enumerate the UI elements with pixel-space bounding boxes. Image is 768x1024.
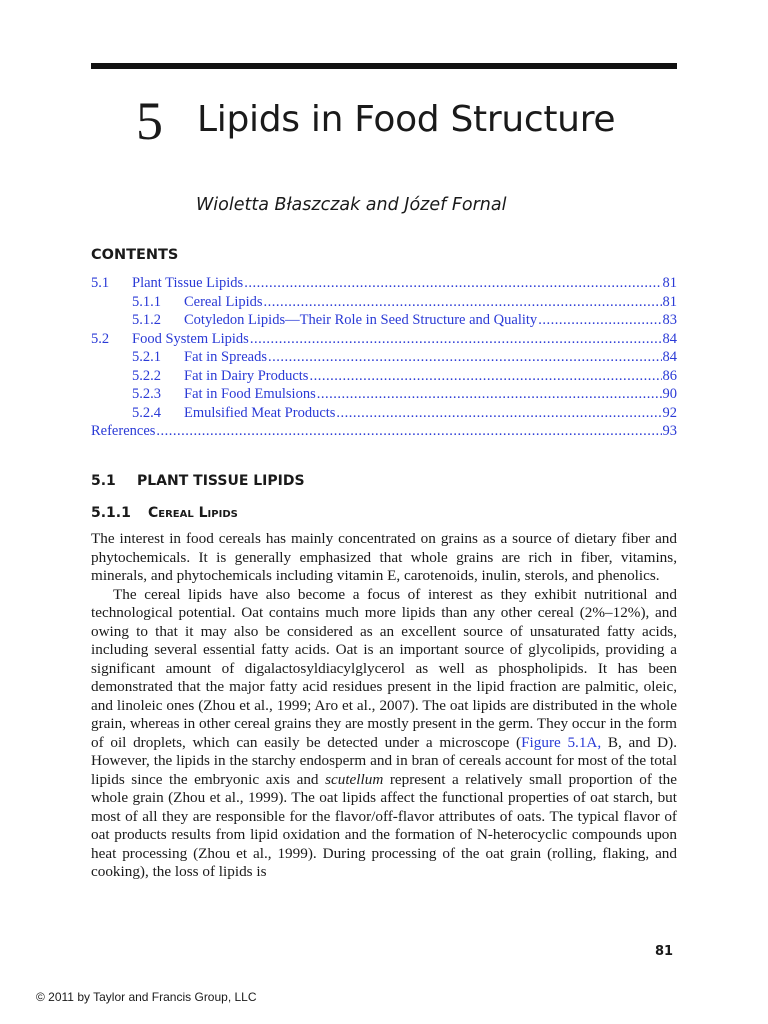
paragraph-2 bbox=[91, 586, 677, 882]
toc-leader-dots bbox=[317, 386, 662, 403]
body-text bbox=[91, 530, 677, 882]
toc-entry-5-2-1[interactable] bbox=[91, 349, 677, 368]
toc-leader-dots bbox=[264, 294, 662, 311]
toc-entry-label: Cereal Lipids bbox=[184, 293, 263, 310]
toc-entry-label: Fat in Spreads bbox=[184, 349, 267, 365]
toc-entry-label: Emulsified Meat Products bbox=[184, 404, 336, 421]
section-heading bbox=[91, 473, 305, 489]
section-title: PLANT TISSUE LIPIDS bbox=[137, 473, 305, 489]
toc-entry-page: 92 bbox=[662, 404, 677, 421]
paragraph-2-part-b: B, and D). However, the lipids in the starchy endosperm and in bran of cereals account for most of the total lipids since the embryonic axis and bbox=[91, 733, 677, 788]
toc-entry-number: 5.2.1 bbox=[132, 349, 161, 365]
paragraph-2-part-c: represent a relatively small proportion of the whole grain (Zhou et al., 1999). The oat lipids affect the functional properties of oat starch, but most of all they are responsible for the flavor/off-flavor attributes of oats. The typical flavor of oat products results from lipid oxidation and the formation of N-heterocyclic compounds upon heat processing (Zhou et al., 1999). During processing of the oat grain (rolling, flaking, and cooking), the loss of lipids is bbox=[91, 770, 678, 880]
scutellum-term: scutellum bbox=[325, 770, 384, 788]
toc-leader-dots bbox=[538, 312, 661, 329]
subsection-number: 5.1.1 bbox=[91, 505, 131, 521]
toc-entry-5-2-2[interactable] bbox=[91, 368, 677, 387]
toc-entry-label: Cotyledon Lipids—Their Role in Seed Structure and Quality bbox=[184, 312, 538, 328]
toc-entry-page: 90 bbox=[662, 386, 677, 402]
table-of-contents bbox=[91, 275, 677, 442]
toc-entry-label: Fat in Dairy Products bbox=[184, 367, 309, 384]
toc-leader-dots bbox=[156, 423, 661, 440]
toc-entry-label: Plant Tissue Lipids bbox=[132, 275, 244, 291]
section-number: 5.1 bbox=[91, 473, 116, 489]
toc-entry-number: 5.1.2 bbox=[132, 312, 161, 328]
chapter-authors: Wioletta Błaszczak and Józef Fornal bbox=[196, 195, 507, 215]
toc-entry-number: 5.2.3 bbox=[132, 386, 161, 402]
subsection-heading bbox=[91, 505, 238, 521]
toc-entry-page: 93 bbox=[662, 423, 677, 439]
toc-entry-5-1-2[interactable] bbox=[91, 312, 677, 331]
toc-entry-number: 5.2 bbox=[91, 330, 110, 347]
toc-entry-5-1-1[interactable] bbox=[91, 294, 677, 313]
toc-entry-5-2[interactable] bbox=[91, 331, 677, 350]
toc-leader-dots bbox=[268, 349, 662, 366]
toc-leader-dots bbox=[336, 405, 661, 422]
toc-entry-number: 5.2.4 bbox=[132, 404, 161, 421]
toc-entry-5-2-4[interactable] bbox=[91, 405, 677, 424]
toc-entry-label: Food System Lipids bbox=[132, 330, 249, 347]
toc-entry-label: References bbox=[91, 423, 156, 439]
toc-entry-number: 5.1.1 bbox=[132, 293, 161, 310]
toc-entry-5-2-3[interactable] bbox=[91, 386, 677, 405]
toc-entry-page: 83 bbox=[662, 312, 677, 328]
subsection-title: Cereal Lipids bbox=[148, 505, 238, 521]
paragraph-2-part-a: The cereal lipids have also become a focus of interest as they exhibit nutritional and technological potential. Oat contains much more lipids than any other cereal (2%–12%), and owing to that it may also be considered as an excellent source of unsaturated fatty acids, including several essential fatty acids. Oat is an important source of glycolipids, providing a significant amount of digalactosyldiacylglycerol as well as phospholipids. It has been demonstrated that the major fatty acid residues present in the lipid fraction are palmitic, oleic, and linoleic ones (Zhou et al., 1999; Aro et al., 2007). The oat lipids are distributed in the whole grain, whereas in other cereal grains they are mostly present in the germ. They occur in the form of oil droplets, which can easily be detected under a microscope ( bbox=[91, 585, 677, 751]
figure-reference-link[interactable]: Figure 5.1A, bbox=[521, 733, 602, 751]
paragraph-1: The interest in food cereals has mainly concentrated on grains as a source of dietary fiber and phytochemicals. It is generally emphasized that whole grains are rich in fiber, vitamins, minerals, and phytochemicals including vitamin E, carotenoids, inulin, sterols, and phenolics. bbox=[91, 530, 677, 584]
toc-entry-page: 86 bbox=[662, 367, 677, 384]
toc-entry-5-1[interactable] bbox=[91, 275, 677, 294]
toc-leader-dots bbox=[250, 331, 662, 348]
chapter-title: Lipids in Food Structure bbox=[197, 99, 616, 140]
toc-entry-label: Fat in Food Emulsions bbox=[184, 386, 316, 402]
toc-entry-page: 81 bbox=[662, 275, 677, 291]
toc-entry-references[interactable] bbox=[91, 423, 677, 442]
page-number: 81 bbox=[655, 944, 674, 959]
toc-entry-number: 5.1 bbox=[91, 275, 110, 291]
toc-entry-page: 84 bbox=[662, 330, 677, 347]
toc-leader-dots bbox=[309, 368, 661, 385]
toc-leader-dots bbox=[244, 275, 661, 292]
chapter-top-rule bbox=[91, 63, 677, 69]
toc-entry-page: 84 bbox=[662, 349, 677, 365]
chapter-number: 5 bbox=[136, 91, 163, 151]
contents-heading: CONTENTS bbox=[91, 247, 179, 263]
toc-entry-page: 81 bbox=[662, 293, 677, 310]
copyright-notice: © 2011 by Taylor and Francis Group, LLC bbox=[36, 990, 257, 1004]
toc-entry-number: 5.2.2 bbox=[132, 367, 161, 384]
